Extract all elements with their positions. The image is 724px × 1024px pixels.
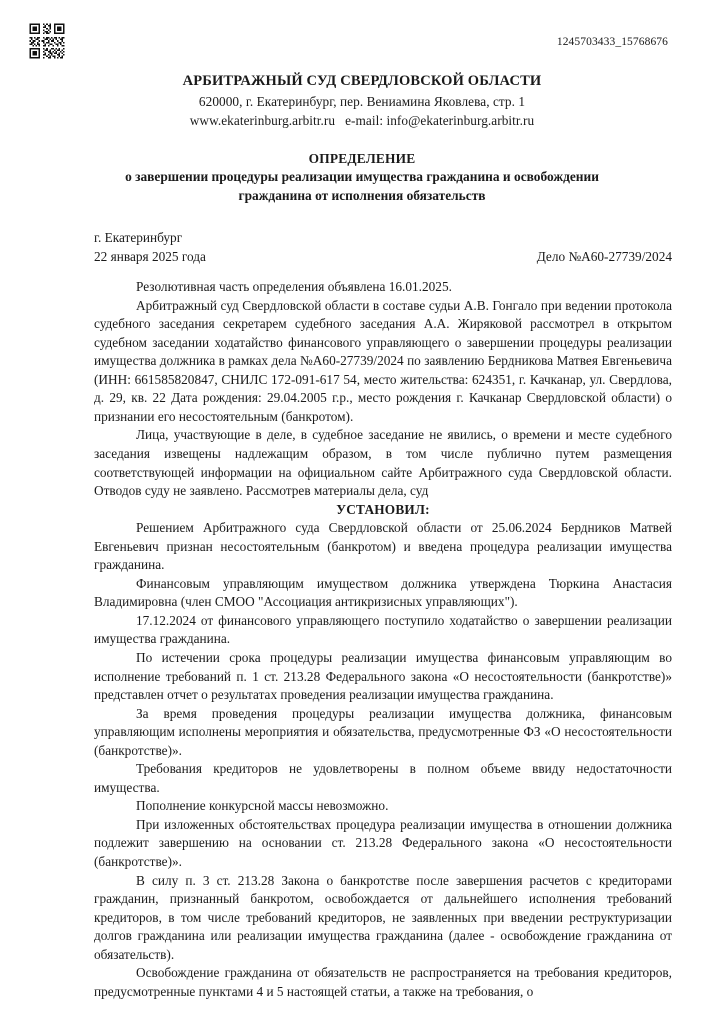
body-paragraph: Пополнение конкурсной массы невозможно.: [136, 798, 389, 814]
court-email: e-mail: info@ekaterinburg.arbitr.ru: [345, 112, 535, 128]
body-paragraph: Финансовым управляющим имуществом должника утверждена Тюркина Анастасия Владимировна (член СМОО "Ассоциация антикризисных управляющих").: [94, 575, 672, 610]
meta-row-date-case: [94, 248, 672, 267]
body-paragraph: 17.12.2024 от финансового управляющего поступило ходатайство о завершении реализации имущества гражданина.: [94, 612, 672, 647]
body-paragraph: По истечении срока процедуры реализации имущества финансовым управляющим во исполнение требований п. 1 ст. 213.28 Федерального закона «О несостоятельности (банкротстве)» представлен отчет о результатах проведения реализации имущества гражданина.: [94, 649, 672, 703]
document-city: г. Екатеринбург: [94, 230, 183, 246]
court-name: АРБИТРАЖНЫЙ СУД СВЕРДЛОВСКОЙ ОБЛАСТИ: [182, 73, 542, 89]
court-address: 620000, г. Екатеринбург, пер. Вениамина Яковлева, стр. 1: [198, 93, 526, 109]
court-contacts: [0, 111, 724, 130]
operative-part-paragraph: Резолютивная часть определения объявлена 16.01.2025.: [136, 279, 452, 295]
intro-paragraph: Арбитражный суд Свердловской области в составе судьи А.В. Гонгало при ведении протокола судебного заседания секретарем судебного заседания А.А. Жиряковой рассмотрел в открытом судебном заседании ходатайство финансового управляющего о завершении процедуры реализации имущества должника в рамках дела №А60-27739/2024 по заявлению Бердникова Матвея Евгеньевича (ИНН: 661585820847, СНИЛС 172-091-617 54, место жительства: 624351, г. Качканар, ул. Свердлова, д. 29, кв. 22 Дата рождения: 29.04.2005 г.р., место рождения г. Качканар Свердловской области) о признании его несостоятельным (банкротом).: [94, 297, 672, 424]
meta-row-city: [94, 229, 672, 248]
document-title-block: [0, 151, 724, 205]
document-type: ОПРЕДЕЛЕНИЕ: [308, 151, 416, 167]
body-paragraph: Освобождение гражданина от обязательств не распространяется на требования кредиторов, предусмотренные пунктами 4 и 5 настоящей статьи, а также на требования, о: [94, 965, 672, 999]
established-heading: УСТАНОВИЛ:: [336, 501, 430, 517]
court-identification: [0, 72, 724, 130]
body-paragraph: Решением Арбитражного суда Свердловской области от 25.06.2024 Бердников Матвей Евгеньевич признан несостоятельным (банкротом) и введена процедура реализации имущества гражданина.: [94, 520, 672, 573]
document-subtitle-line-1: о завершении процедуры реализации имущества гражданина и освобождении: [125, 169, 599, 185]
document-header: [0, 0, 724, 62]
body-paragraph: В силу п. 3 ст. 213.28 Закона о банкротстве после завершения расчетов с кредиторами гражданин, признанный банкротом, освобождается от дальнейшего исполнения требований кредиторов, в том числе требований кредиторов, не заявленных при введении реструктуризации долгов гражданина или реализации имущества гражданина (далее - освобождение гражданина от обязательств).: [94, 872, 672, 962]
body-paragraph: За время проведения процедуры реализации имущества должника, финансовым управляющим исполнены мероприятия и обязательства, предусмотренные ФЗ «О несостоятельности (банкротстве)».: [94, 705, 672, 758]
document-body: [0, 278, 724, 1001]
document-meta: [0, 229, 724, 267]
case-number: Дело №А60-27739/2024: [536, 249, 672, 265]
document-id: 1245703433_15768676: [556, 36, 668, 48]
notice-paragraph: Лица, участвующие в деле, в судебное заседание не явились, о времени и месте судебного заседания извещены надлежащим образом, в том числе публично путем размещения соответствующей информации на официальном сайте Арбитражного суда Свердловской области. Отводов суду не заявлено. Рассмотрев материалы дела, суд: [94, 427, 672, 499]
body-paragraph: Требования кредиторов не удовлетворены в полном объеме ввиду недостаточности имущества.: [94, 761, 672, 795]
document-date: 22 января 2025 года: [94, 249, 206, 265]
document-subtitle-line-2: гражданина от исполнения обязательств: [238, 188, 486, 204]
qr-code-icon: [28, 22, 66, 60]
court-website: www.ekaterinburg.arbitr.ru: [189, 112, 336, 128]
body-paragraph: При изложенных обстоятельствах процедура реализации имущества в отношении должника подлежит завершению на основании ст. 213.28 Федерального закона «О несостоятельности (банкротстве)».: [94, 816, 672, 869]
